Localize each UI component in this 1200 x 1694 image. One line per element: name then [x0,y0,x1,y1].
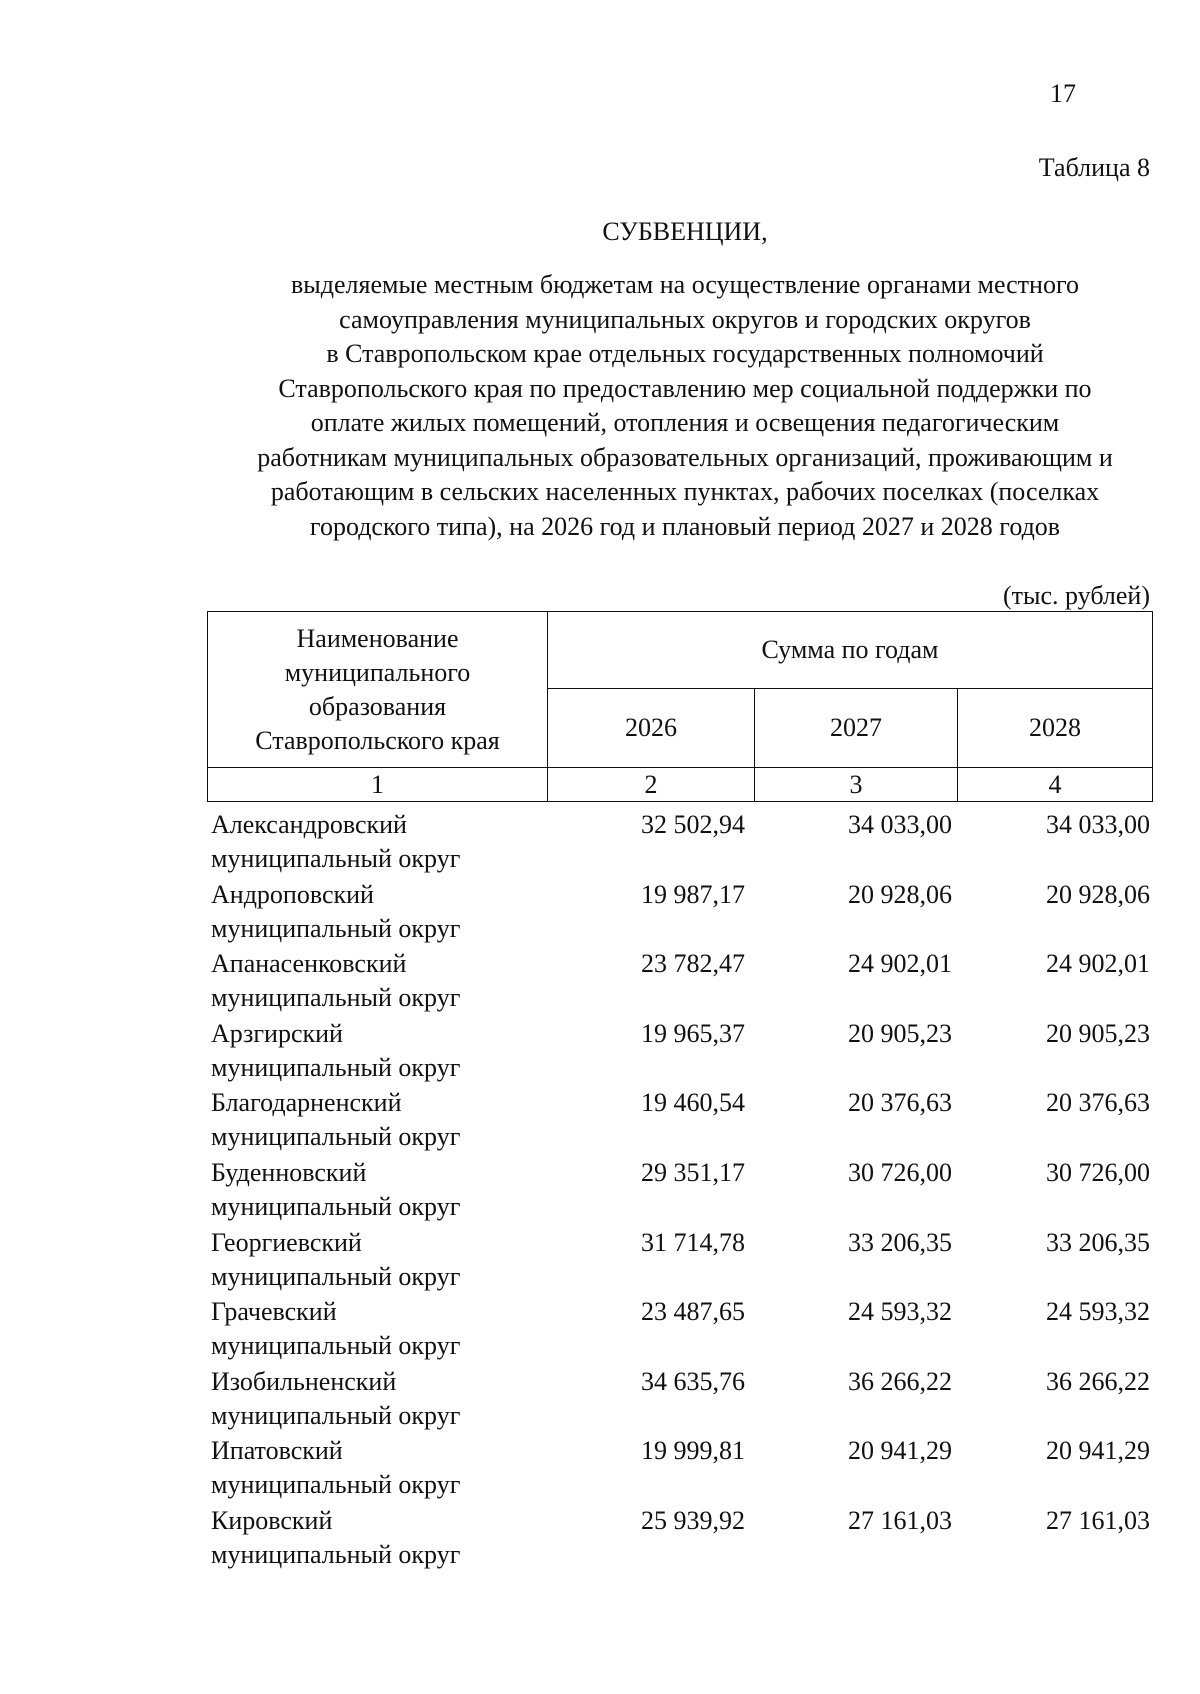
value-2028: 24 593,32 [1046,1297,1150,1327]
value-2026: 34 635,76 [641,1366,745,1396]
value-2028: 24 902,01 [1046,949,1150,979]
subtitle-line: работающим в сельских населенных пунктах, рабочих поселках (поселках [270,477,1100,506]
value-2026: 29 351,17 [641,1157,745,1187]
value-2027: 34 033,00 [848,810,952,839]
row-name: Благодарненский муниципальный округ [211,1088,461,1152]
row-name: Георгиевский муниципальный округ [211,1227,461,1291]
table-row [207,808,1152,878]
value-2028: 36 266,22 [1046,1366,1150,1396]
header-year-2028: 2028 [958,689,1153,768]
value-2026: 31 714,78 [641,1227,745,1257]
subtitle-line: выделяемые местным бюджетам на осуществление органами местного [291,270,1079,299]
value-2027: 30 726,00 [848,1157,952,1187]
value-2027: 24 593,32 [848,1297,952,1327]
header-name-column [208,612,548,768]
row-name: Ипатовский муниципальный округ [211,1436,461,1500]
table-row [207,1226,1152,1296]
row-name: Андроповский муниципальный округ [211,879,461,943]
table-row [207,1365,1152,1435]
column-number: 1 [208,768,548,802]
table-row [207,1086,1152,1156]
value-2026: 25 939,92 [641,1505,745,1535]
table-row [207,1504,1152,1574]
header-year-2027: 2027 [755,689,958,768]
column-number: 4 [958,768,1153,802]
value-2027: 20 941,29 [848,1436,952,1466]
table-body [207,808,1152,1574]
value-2027: 36 266,22 [848,1366,952,1396]
value-2026: 19 987,17 [641,879,745,909]
value-2028: 27 161,03 [1046,1505,1150,1535]
column-number: 3 [755,768,958,802]
table-row [207,1295,1152,1365]
value-2026: 23 782,47 [641,949,745,979]
table-row [207,1434,1152,1504]
row-name: Апанасенковский муниципальный округ [211,949,461,1013]
row-name: Буденновский муниципальный округ [211,1157,461,1221]
header-name-line: Наименование [296,623,459,653]
subtitle-line: работникам муниципальных образовательных организаций, проживающим и [257,442,1113,472]
value-2027: 24 902,01 [848,949,952,979]
table-row [207,1017,1152,1087]
header-name-line: образования [308,691,447,721]
subtitle-line: в Ставропольском крае отдельных государственных полномочий [326,339,1044,368]
value-2028: 20 941,29 [1046,1436,1150,1466]
subtitle-line: самоуправления муниципальных округов и городских округов [339,304,1031,334]
row-name: Арзгирский муниципальный округ [211,1018,461,1082]
row-name: Грачевский муниципальный округ [211,1297,461,1361]
subtitle-line: оплате жилых помещений, отопления и освещения педагогическим [310,408,1060,437]
value-2026: 19 460,54 [641,1088,745,1118]
document-title: СУБВЕНЦИИ, [602,217,768,246]
table-label: Таблица 8 [1038,153,1150,182]
page-number: 17 [1050,79,1076,108]
header-sum-by-years: Сумма по годам [548,612,1153,689]
table-header [207,611,1153,802]
value-2028: 33 206,35 [1046,1227,1150,1257]
column-number: 2 [548,768,755,802]
value-2028: 20 928,06 [1046,879,1150,909]
value-2027: 27 161,03 [848,1505,952,1535]
header-name-line: муниципального [284,657,471,687]
header-year-2026: 2026 [548,689,755,768]
units-label: (тыс. рублей) [1002,581,1150,610]
value-2028: 30 726,00 [1046,1157,1150,1187]
document-subtitle [195,268,1175,544]
value-2026: 19 965,37 [641,1018,745,1048]
value-2027: 20 376,63 [848,1088,952,1118]
table-row [207,947,1152,1017]
value-2026: 32 502,94 [641,810,745,839]
row-name: Кировский муниципальный округ [211,1505,461,1569]
table-row [207,1156,1152,1226]
header-name-line: Ставропольского края [255,725,500,755]
value-2027: 33 206,35 [848,1227,952,1257]
value-2026: 19 999,81 [641,1436,745,1466]
value-2027: 20 928,06 [848,879,952,909]
row-name: Александровский муниципальный округ [211,810,461,873]
value-2028: 34 033,00 [1046,810,1150,839]
table-row [207,878,1152,948]
value-2028: 20 376,63 [1046,1088,1150,1118]
value-2027: 20 905,23 [848,1018,952,1048]
subtitle-line: Ставропольского края по предоставлению мер социальной поддержки по [278,373,1092,403]
value-2028: 20 905,23 [1046,1018,1150,1048]
subtitle-line: городского типа), на 2026 год и плановый период 2027 и 2028 годов [309,511,1061,541]
value-2026: 23 487,65 [641,1297,745,1327]
row-name: Изобильненский муниципальный округ [211,1366,461,1430]
